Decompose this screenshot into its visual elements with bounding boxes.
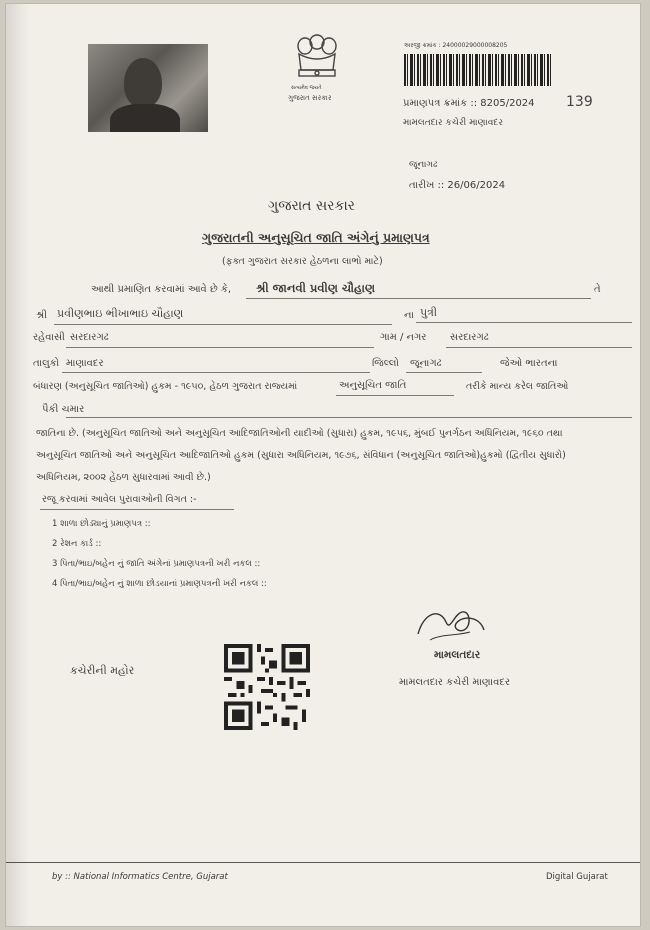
village-label: ગામ / નગર <box>380 332 427 343</box>
document-item-3: 3 પિતા/ભાઇ/બહેન નું જાતિ અંગેનાં પ્રમાણપત્રની ખરી નકલ :: <box>52 559 261 569</box>
residence-label: રહેવાસી <box>33 332 65 343</box>
taluka-label: તાલુકો <box>33 358 60 369</box>
legal-line-1: જાતિના છે. (અનુસૂચિત જાતિઓ અને અનુસૂચિત આદિજાતિઓની યાદીઓ (સુધારા) હુકમ, ૧૯૫૬, મુંબઈ પુનર્ગઠન અધિનિયમ, ૧૯૬૦ તથા <box>36 428 563 439</box>
qr-code <box>224 644 310 730</box>
taluka-value: માણાવદર <box>66 358 104 369</box>
residence-value: સરદારગઢ <box>70 332 109 343</box>
recognized-text: તરીકે માન્ય કરેલ જાતિઓ <box>466 381 569 392</box>
handwritten-number: 139 <box>566 94 593 110</box>
certify-text: આથી પ્રમાણિત કરવામાં આવે છે કે, <box>91 284 232 295</box>
legal-line-3: અધિનિયમ, ૨૦૦૨ હેઠળ સુધારવામાં આવી છે.) <box>36 472 211 483</box>
certificate-number: પ્રમાણપત્ર ક્રમાંક :: 8205/2024 <box>403 98 535 109</box>
village-value: સરદારગઢ <box>450 332 489 343</box>
applicant-photo <box>88 44 208 132</box>
certificate-title: ગુજરાતની અનુસૂચિત જાતિ અંગેનું પ્રમાણપત્ર <box>202 230 430 245</box>
certificate-subtitle: (ફક્ત ગુજરાત સરકાર હેઠળના લાભો માટે) <box>222 256 383 267</box>
district: જૂનાગઢ <box>409 160 438 170</box>
document-item-2: 2 રેશન કાર્ડ :: <box>52 539 102 549</box>
state-suffix: જેઓ ભારતના <box>500 358 558 369</box>
relation-prefix: ના <box>404 310 414 321</box>
district-label: જિલ્લો <box>372 358 399 369</box>
barcode <box>404 54 552 86</box>
signatory-title: મામલતદાર <box>434 649 481 661</box>
order-text: બંધારણ (અનુસૂચિત જાતિઓ) હુકમ - ૧૯૫૦, હેઠળ ગુજરાત રાજ્યમાં <box>33 381 298 392</box>
office-seal-label: કચેરીની મહોર <box>70 664 135 677</box>
footer-left: by :: National Informatics Centre, Gujarat <box>52 872 228 882</box>
legal-line-2: અનુસૂચિત જાતિઓ અને અનુસૂચિત આદિજાતિઓ હુકમ (સુધારા અધિનિયમ, ૧૯૭૬, સંવિધાન (અનુસૂચિત જાતિઓ)હુકમો (દ્વિતીય સુધારો) <box>36 450 566 461</box>
holder-name: શ્રી જાનવી પ્રવીણ ચૌહાણ <box>256 281 376 295</box>
emblem-motto: સત્યમેવ જયતે <box>291 85 322 91</box>
relation: પુત્રી <box>420 306 438 319</box>
certify-suffix: તે <box>594 284 601 295</box>
barcode-label: અરજી ક્રમાંક : 24000029000008205 <box>404 42 508 49</box>
certificate-page <box>6 4 640 926</box>
district-value: જૂનાગઢ <box>410 358 442 369</box>
caste-name: પૈકી ચમાર <box>42 404 85 415</box>
issuing-office: મામલતદાર કચેરી માણાવદર <box>403 118 503 128</box>
page-fold-shadow <box>6 4 30 926</box>
father-name: પ્રવીણભાઇ ભીખાભાઇ ચૌહાણ <box>57 307 184 320</box>
documents-heading: રજૂ કરવામાં આવેલ પુરાવાઓની વિગત :- <box>42 494 197 505</box>
signatory-office: મામલતદાર કચેરી માણાવદર <box>399 677 511 688</box>
emblem-caption: ગુજરાત સરકાર <box>288 94 332 102</box>
father-prefix: શ્રી <box>36 310 48 321</box>
document-item-1: 1 શાળા છોડ્યાનું પ્રમાણપત્ર :: <box>52 519 151 529</box>
document-item-4: 4 પિતા/ભાઇ/બહેન નું શાળા છોડયાનાં પ્રમાણપત્રની ખરી નકલ :: <box>52 579 267 589</box>
signature-icon <box>410 600 490 648</box>
caste-category: અનુસૂચિત જાતિ <box>339 380 407 391</box>
footer-right: Digital Gujarat <box>546 872 608 882</box>
government-title: ગુજરાત સરકાર <box>268 198 355 214</box>
issue-date: તારીખ :: 26/06/2024 <box>409 180 506 191</box>
footer-divider <box>6 862 640 863</box>
